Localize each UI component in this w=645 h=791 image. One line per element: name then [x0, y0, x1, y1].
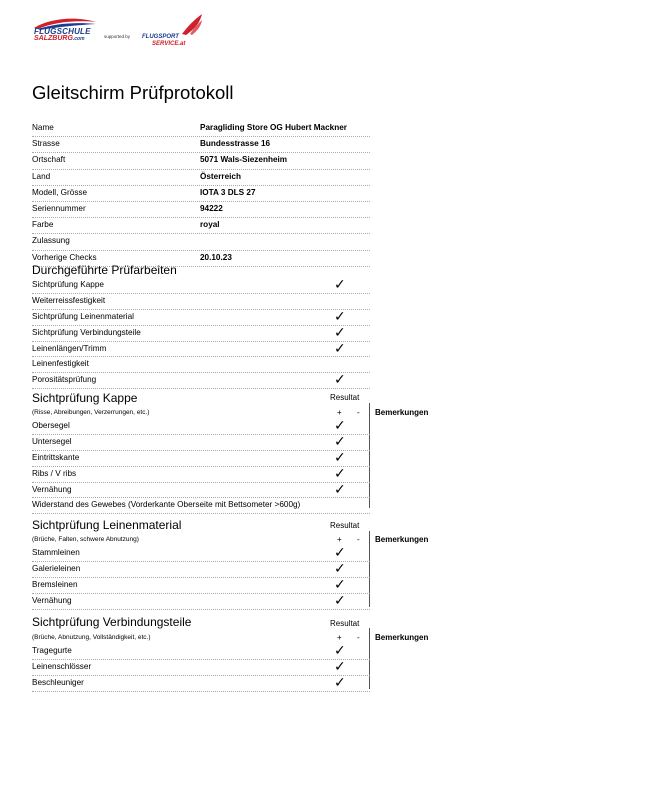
checkmark-icon: ✓	[334, 559, 346, 576]
checkmark-icon: ✓	[334, 371, 346, 388]
leinen-table	[32, 532, 370, 610]
kappe-resultat-label: Resultat	[330, 393, 360, 402]
table-row: Eintrittskante ✓	[32, 451, 370, 467]
flugsport-logo-text: FLUGSPORT	[142, 34, 179, 40]
kappe-title: Sichtprüfung Kappe	[32, 391, 138, 405]
list-item: Weiterreissfestigkeit	[32, 294, 370, 310]
info-row: Ortschaft 5071 Wals-Siezenheim	[32, 153, 370, 169]
table-row: Tragegurte ✓	[32, 644, 370, 660]
leinen-resultat-label: Resultat	[330, 521, 360, 530]
info-row: Vorherige Checks 20.10.23	[32, 251, 370, 267]
checkmark-icon: ✓	[334, 464, 346, 481]
table-row: Stammleinen ✓	[32, 546, 370, 562]
kappe-table	[32, 405, 370, 514]
checkmark-icon: ✓	[334, 448, 346, 465]
info-row: Modell, Grösse IOTA 3 DLS 27	[32, 186, 370, 202]
verbindung-bemerkungen-label: Bemerkungen	[375, 633, 429, 642]
leinen-bemerkungen-label: Bemerkungen	[375, 535, 429, 544]
checkmark-icon: ✓	[334, 657, 346, 674]
checkmark-icon: ✓	[334, 323, 346, 340]
checkmark-icon: ✓	[334, 575, 346, 592]
list-item: Leinenlängen/Trimm ✓	[32, 342, 370, 358]
checkmark-icon: ✓	[334, 591, 346, 608]
verbindung-table	[32, 630, 370, 692]
verbindung-resultat-label: Resultat	[330, 619, 360, 628]
checkmark-icon: ✓	[334, 339, 346, 356]
table-row: Widerstand des Gewebes (Vorderkante Oberseite mit Bettsometer >600g)	[32, 498, 370, 514]
list-item: Leinenfestigkeit	[32, 357, 370, 373]
table-row: Obersegel ✓	[32, 419, 370, 435]
checkmark-icon: ✓	[334, 276, 346, 292]
info-row: Strasse Bundesstrasse 16	[32, 137, 370, 153]
kappe-subheader: (Risse, Abreibungen, Verzerrungen, etc.) + -	[32, 408, 360, 417]
pruefarbeiten-list	[32, 278, 370, 389]
leinen-subheader: (Brüche, Falten, schwere Abnutzung) + -	[32, 535, 360, 544]
list-item: Porositätsprüfung ✓	[32, 373, 370, 389]
table-row: Galerieleinen ✓	[32, 562, 370, 578]
table-row: Vernähung ✓	[32, 594, 370, 610]
verbindung-subheader: (Brüche, Abnutzung, Vollständigkeit, etc.) + -	[32, 633, 360, 642]
table-row: Leinenschlösser ✓	[32, 660, 370, 676]
info-table	[32, 121, 370, 267]
checkmark-icon: ✓	[334, 673, 346, 690]
list-item: Sichtprüfung Kappe ✓	[32, 278, 370, 294]
info-row: Farbe royal	[32, 218, 370, 234]
list-item: Sichtprüfung Verbindungsteile ✓	[32, 326, 370, 342]
info-row: Land Österreich	[32, 170, 370, 186]
flugschule-logo-text: FLUGSCHULE	[34, 27, 91, 36]
info-row: Seriennummer 94222	[32, 202, 370, 218]
salzburg-logo-text: SALZBURG.com	[34, 35, 85, 42]
table-row: Vernähung ✓	[32, 483, 370, 499]
table-row: Bremsleinen ✓	[32, 578, 370, 594]
checkmark-icon: ✓	[334, 307, 346, 324]
kappe-bemerkungen-label: Bemerkungen	[375, 408, 429, 417]
checkmark-icon: ✓	[334, 432, 346, 449]
leinen-title: Sichtprüfung Leinenmaterial	[32, 518, 182, 532]
header-logos	[32, 14, 212, 50]
table-row: Untersegel ✓	[32, 435, 370, 451]
verbindung-title: Sichtprüfung Verbindungsteile	[32, 615, 192, 629]
info-row: Zulassung	[32, 234, 370, 250]
service-logo-text: SERVICE.at	[152, 41, 186, 47]
checkmark-icon: ✓	[334, 544, 346, 560]
list-item: Sichtprüfung Leinenmaterial ✓	[32, 310, 370, 326]
checkmark-icon: ✓	[334, 417, 346, 433]
supported-by-text: supported by	[104, 34, 131, 39]
table-row: Beschleuniger ✓	[32, 676, 370, 692]
page-title: Gleitschirm Prüfprotokoll	[32, 82, 234, 103]
table-row: Ribs / V ribs ✓	[32, 467, 370, 483]
flugsport-wing-icon	[180, 14, 204, 36]
checkmark-icon: ✓	[334, 480, 346, 497]
info-row: Name Paragliding Store OG Hubert Mackner	[32, 121, 370, 137]
checkmark-icon: ✓	[334, 642, 346, 658]
pruefarbeiten-title: Durchgeführte Prüfarbeiten	[32, 263, 177, 277]
